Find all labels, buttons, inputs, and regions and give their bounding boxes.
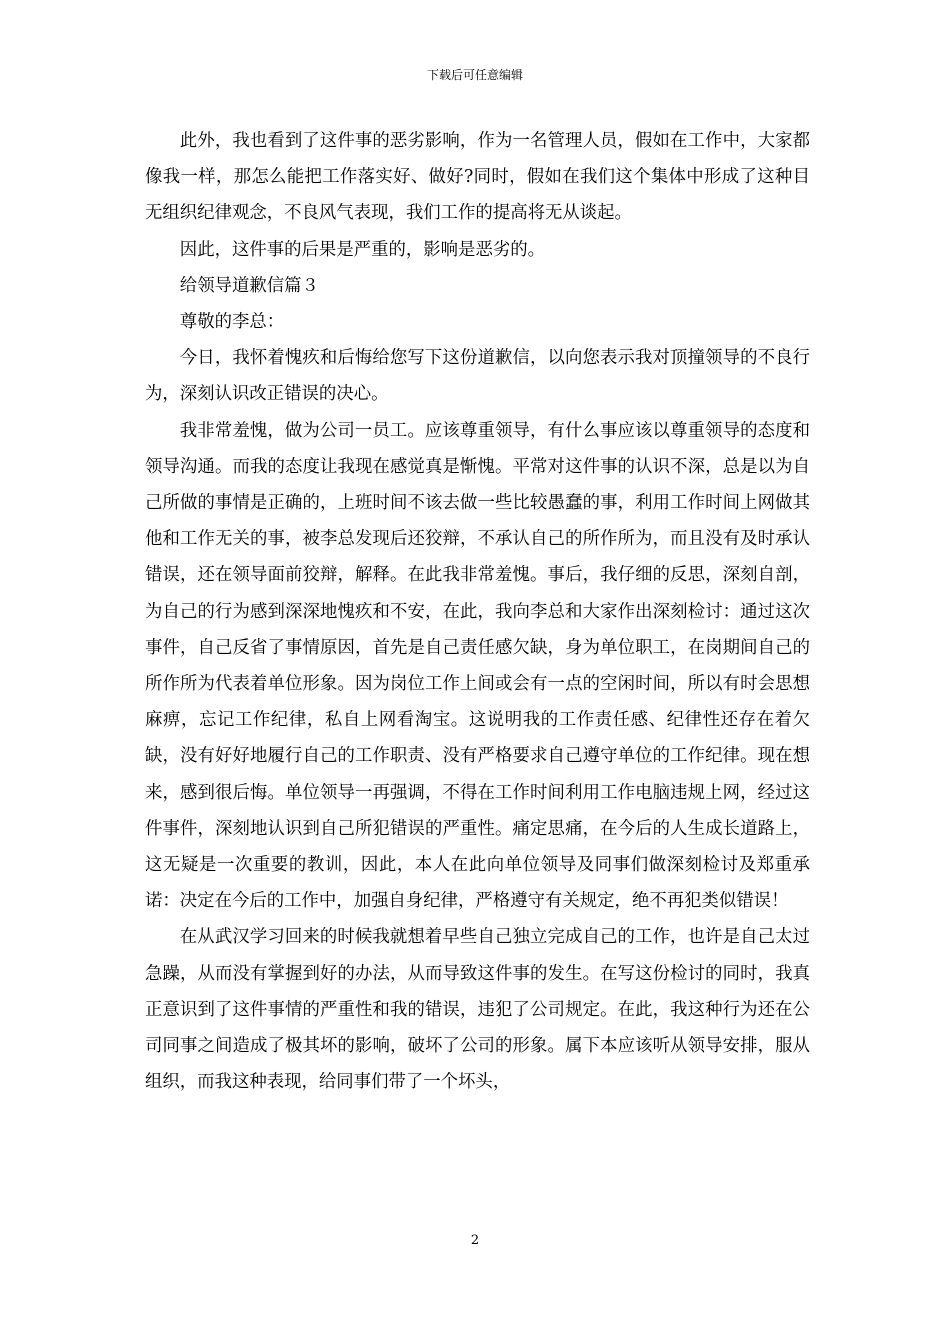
paragraph-consequences: 此外，我也看到了这件事的恶劣影响，作为一名管理人员，假如在工作中，大家都像我一样，那怎么能把工作落实好、做好?同时，假如在我们这个集体中形成了这种目无组织纪律观念，不良风气表现，我们工作的提高将无从谈起。 bbox=[145, 131, 810, 224]
page-number: 2 bbox=[470, 1233, 480, 1248]
section-heading: 给领导道歉信篇３ bbox=[179, 275, 319, 296]
paragraph-intro: 今日，我怀着愧疚和后悔给您写下这份道歉信，以向您表示我对顶撞领导的不良行为，深刻认识改正错误的决心。 bbox=[145, 348, 810, 405]
paragraph-reflection: 在从武汉学习回来的时候我就想着早些自己独立完成自己的工作，也许是自己太过急躁，从而没有掌握到好的办法，从而导致这件事的发生。在写这份检讨的同时，我真正意识到了这件事情的严重性和我的错误，违犯了公司规定。在此，我这种行为还在公司同事之间造成了极其坏的影响，破坏了公司的形象。属下本应该听从领导安排，服从组织，而我这种表现，给同事们带了一个坏头， bbox=[145, 927, 810, 1093]
page-header: 下载后可任意编辑 bbox=[426, 68, 523, 82]
paragraph-self-review: 我非常羞愧，做为公司一员工。应该尊重领导，有什么事应该以尊重领导的态度和领导沟通。而我的态度让我现在感觉真是惭愧。平常对这件事的认识不深，总是以为自己所做的事情是正确的，上班时间不该去做一些比较愚蠢的事，利用工作时间上网做其他和工作无关的事，被李总发现后还狡辩，不承认自己的所作所为，而且没有及时承认错误，还在领导面前狡辩，解释。在此我非常羞愧。事后，我仔细的反思，深刻自剖，为自己的行为感到深深地愧疚和不安，在此，我向李总和大家作出深刻检讨：通过这次事件，自己反省了事情原因，首先是自己责任感欠缺，身为单位职工，在岗期间自己的所作所为代表着单位形象。因为岗位工作上间或会有一点的空闲时间，所以有时会思想麻痹，忘记工作纪律，私自上网看淘宝。这说明我的工作责任感、纪律性还存在着欠缺，没有好好地履行自己的工作职责、没有严格要求自己遵守单位的工作纪律。现在想来，感到很后悔。单位领导一再强调，不得在工作时间利用工作电脑违规上网，经过这件事件，深刻地认识到自己所犯错误的严重性。痛定思痛，在今后的人生成长道路上，这无疑是一次重要的教训，因此，本人在此向单位领导及同事们做深刻检讨及郑重承诺：决定在今后的工作中，加强自身纪律，严格遵守有关规定，绝不再犯类似错误！ bbox=[145, 420, 810, 912]
salutation: 尊敬的李总： bbox=[179, 312, 285, 333]
paragraph-conclusion: 因此，这件事的后果是严重的，影响是恶劣的。 bbox=[179, 239, 546, 260]
document-body bbox=[145, 123, 810, 1100]
